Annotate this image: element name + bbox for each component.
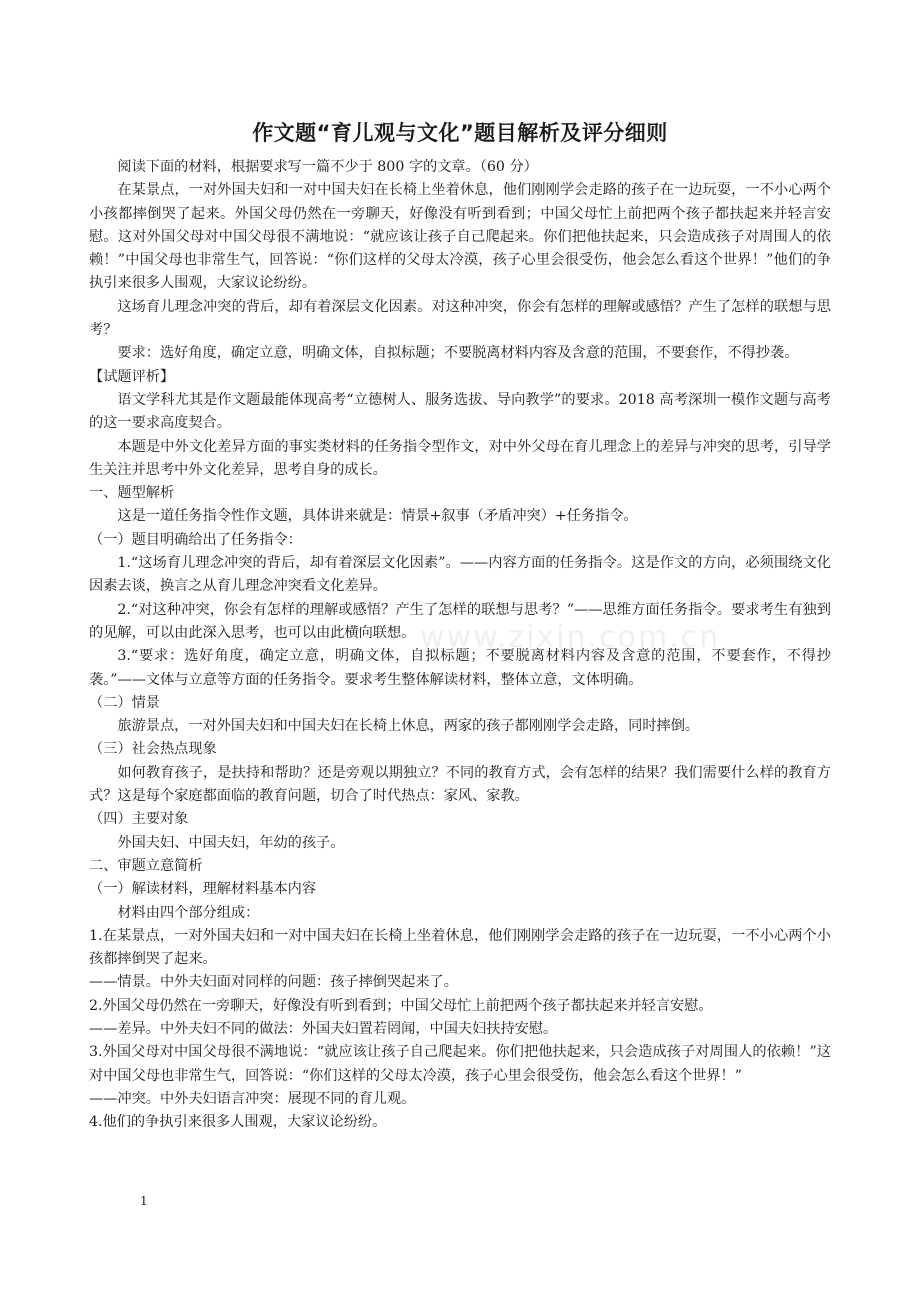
paragraph: 语文学科尤其是作文题最能体现高考“立德树人、服务选拔、导向教学”的要求。2018 高考深圳一模作文题与高考的这一要求高度契合。 [89, 391, 831, 432]
paragraph: 3.“要求：选好角度，确定立意，明确文体，自拟标题；不要脱离材料内容及含意的范围，不要套作，不得抄袭。”——文体与立意等方面的任务指令。要求考生整体解读材料，整体立意，文体明确。 [89, 648, 831, 688]
paragraph: 【试题评析】 [89, 368, 175, 385]
paragraph: （三）社会热点现象 [89, 741, 217, 758]
paragraph: 4.他们的争执引来很多人围观，大家议论纷纷。 [89, 1114, 387, 1131]
paragraph: 外国夫妇、中国夫妇，年幼的孩子。 [117, 834, 345, 851]
paragraph: 材料由四个部分组成： [117, 904, 260, 921]
paragraph: 2.外国父母仍然在一旁聊天，好像没有听到看到；中国父母忙上前把两个孩子都扶起来并轻言安慰。 [89, 997, 713, 1014]
paragraph: （二）情景 [89, 694, 160, 711]
paragraph: 阅读下面的材料，根据要求写一篇不少于 800 字的文章。（60 分） [117, 159, 538, 175]
paragraph: 如何教育孩子，是扶持和帮助？还是旁观以期独立？不同的教育方式，会有怎样的结果？我们需要什么样的教育方式？这是每个家庭都面临的教育问题，切合了时代热点：家风、家教。 [89, 764, 831, 805]
paragraph: 旅游景点，一对外国夫妇和中国夫妇在长椅上休息，两家的孩子都刚刚学会走路，同时摔倒。 [117, 718, 700, 735]
document-page [89, 118, 831, 1134]
paragraph: （一）解读材料，理解材料基本内容 [89, 881, 317, 898]
watermark: www.zixin.com.cn [420, 620, 721, 655]
paragraph: 这场育儿理念冲突的背后，却有着深层文化因素。对这种冲突，你会有怎样的理解或感悟？产生了怎样的联想与思考？ [89, 298, 831, 339]
document-body [89, 156, 831, 1134]
paragraph: （四）主要对象 [89, 811, 189, 828]
paragraph: 要求：选好角度，确定立意，明确文体，自拟标题；不要脱离材料内容及含意的范围，不要套作，不得抄袭。 [117, 345, 799, 362]
paragraph: 本题是中外文化差异方面的事实类材料的任务指令型作文，对中外父母在育儿理念上的差异与冲突的思考，引导学生关注并思考中外文化差异，思考自身的成长。 [89, 438, 831, 478]
paragraph: 这是一道任务指令性作文题，具体讲来就是：情景+叙事（矛盾冲突）+任务指令。 [117, 508, 638, 525]
paragraph: 3.外国父母对中国父母很不满地说：“就应该让孩子自己爬起来。你们把他扶起来，只会造成孩子对周围人的依赖！”这对中国父母也非常生气，回答说：“你们这样的父母太冷漠，孩子心里会很受伤，他会怎么看这个世界！” [89, 1044, 831, 1084]
paragraph: 2.“对这种冲突，你会有怎样的理解或感悟？产生了怎样的联想与思考？”——思维方面任务指令。要求考生有独到的见解，可以由此深入思考，也可以由此横向联想。 [89, 601, 831, 641]
paragraph: 二、审题立意简析 [89, 857, 203, 874]
paragraph: （一）题目明确给出了任务指令： [89, 531, 302, 548]
paragraph: ——差异。中外夫妇不同的做法：外国夫妇置若罔闻，中国夫妇扶持安慰。 [89, 1020, 558, 1037]
paragraph: 1.在某景点，一对外国夫妇和一对中国夫妇在长椅上坐着休息，他们刚刚学会走路的孩子在一边玩耍，一不小心两个小孩都摔倒哭了起来。 [89, 927, 831, 968]
paragraph: ——情景。中外夫妇面对同样的问题：孩子摔倒哭起来了。 [89, 974, 458, 991]
page-title: 作文题“育儿观与文化”题目解析及评分细则 [252, 121, 668, 145]
paragraph: 在某景点，一对外国夫妇和一对中国夫妇在长椅上坐着休息，他们刚刚学会走路的孩子在一边玩耍，一不小心两个小孩都摔倒哭了起来。外国父母仍然在一旁聊天，好像没有听到看到；中国父母忙上前把两个孩子都扶起来并轻言安慰。这对外国父母对中国父母很不满地说：“就应该让孩子自己爬起来。你们把他扶起来，只会造成孩子对周围人的依赖！”中国父母也非常生气，回答说：“你们这样的父母太冷漠，孩子心里会很受伤，他会怎么看这个世界！”他们的争执引来很多人围观，大家议论纷纷。 [89, 182, 831, 292]
page-number: 1 [140, 1194, 148, 1208]
paragraph: ——冲突。中外夫妇语言冲突：展现不同的育儿观。 [89, 1090, 416, 1107]
paragraph: 1.“这场育儿理念冲突的背后，却有着深层文化因素”。——内容方面的任务指令。这是作文的方向，必须围绕文化因素去谈，换言之从育儿理念冲突看文化差异。 [89, 555, 831, 595]
paragraph: 一、题型解析 [89, 485, 175, 502]
